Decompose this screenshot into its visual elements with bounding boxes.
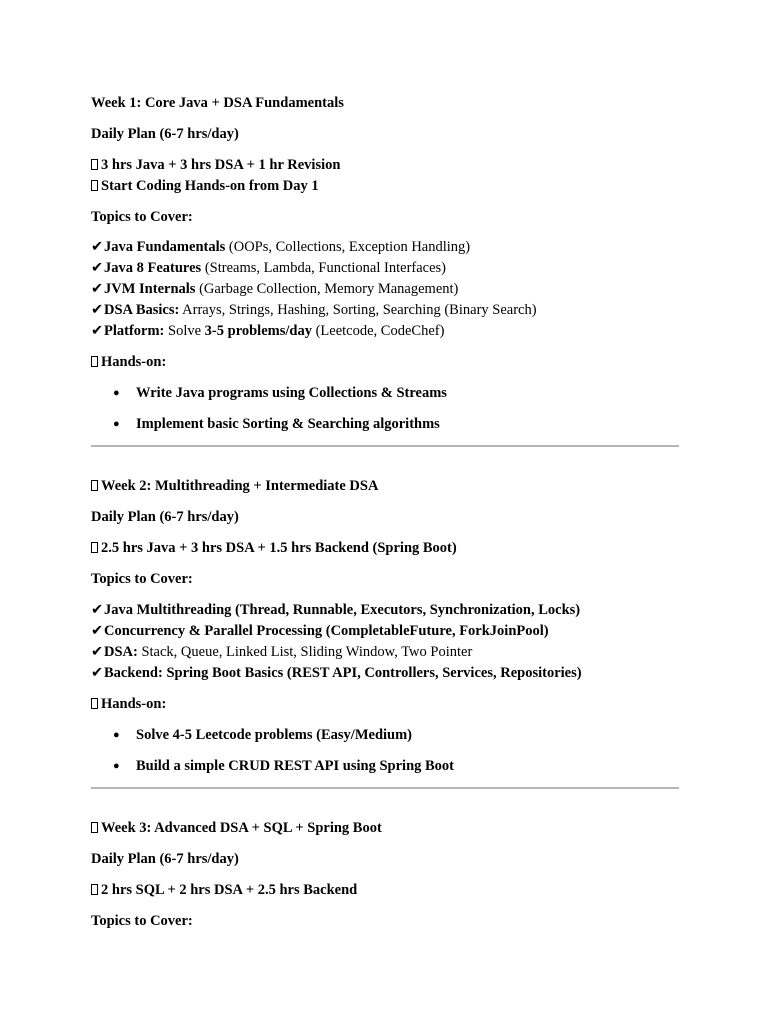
checkmark-icon: ✔	[91, 665, 104, 681]
week2-topic-multithreading: ✔Java Multithreading (Thread, Runnable, Executors, Synchronization, Locks)	[91, 602, 581, 618]
section-divider	[91, 445, 679, 447]
checkmark-icon: ✔	[91, 239, 104, 255]
checkmark-icon: ✔	[91, 281, 104, 297]
checkmark-icon: ✔	[91, 302, 104, 318]
week2-title: Week 2: Multithreading + Intermediate DSA	[91, 477, 378, 495]
week1-topic-platform: ✔Platform: Solve 3-5 problems/day (Leetcode, CodeChef)	[91, 323, 445, 339]
week3-title: Week 3: Advanced DSA + SQL + Spring Boot	[91, 819, 382, 837]
missing-glyph-icon	[91, 698, 98, 709]
checkmark-icon: ✔	[91, 323, 104, 339]
missing-glyph-icon	[91, 356, 98, 367]
missing-glyph-icon	[91, 480, 98, 491]
week3-daily-plan: Daily Plan (6-7 hrs/day)	[91, 851, 239, 867]
week1-handson-heading: Hands-on:	[91, 353, 166, 371]
week1-topic-jvm: ✔JVM Internals (Garbage Collection, Memory Management)	[91, 281, 459, 297]
week1-topics-heading: Topics to Cover:	[91, 209, 193, 225]
week2-plan-line: 2.5 hrs Java + 3 hrs DSA + 1.5 hrs Backend (Spring Boot)	[91, 539, 457, 557]
checkmark-icon: ✔	[91, 602, 104, 618]
missing-glyph-icon	[91, 159, 98, 170]
week1-plan-line-2: Start Coding Hands-on from Day 1	[91, 177, 319, 195]
section-divider	[91, 787, 679, 789]
week2-topic-concurrency: ✔Concurrency & Parallel Processing (CompletableFuture, ForkJoinPool)	[91, 623, 549, 639]
week2-daily-plan: Daily Plan (6-7 hrs/day)	[91, 509, 239, 525]
checkmark-icon: ✔	[91, 623, 104, 639]
bullet-icon: ●	[113, 729, 120, 741]
missing-glyph-icon	[91, 822, 98, 833]
week2-topics-heading: Topics to Cover:	[91, 571, 193, 587]
missing-glyph-icon	[91, 884, 98, 895]
checkmark-icon: ✔	[91, 644, 104, 660]
checkmark-icon: ✔	[91, 260, 104, 276]
week2-topic-dsa: ✔DSA: Stack, Queue, Linked List, Sliding Window, Two Pointer	[91, 644, 473, 660]
week3-topics-heading: Topics to Cover:	[91, 913, 193, 929]
week1-topic-java8: ✔Java 8 Features (Streams, Lambda, Functional Interfaces)	[91, 260, 447, 276]
week1-plan-line-1: 3 hrs Java + 3 hrs DSA + 1 hr Revision	[91, 156, 340, 174]
week1-daily-plan: Daily Plan (6-7 hrs/day)	[91, 126, 239, 142]
week2-handson-heading: Hands-on:	[91, 695, 166, 713]
week1-topic-java-fundamentals: ✔Java Fundamentals (OOPs, Collections, Exception Handling)	[91, 239, 471, 255]
bullet-icon: ●	[113, 418, 120, 430]
missing-glyph-icon	[91, 542, 98, 553]
week1-topic-dsa-basics: ✔DSA Basics: Arrays, Strings, Hashing, Sorting, Searching (Binary Search)	[91, 302, 537, 318]
bullet-icon: ●	[113, 387, 120, 399]
week3-plan-line: 2 hrs SQL + 2 hrs DSA + 2.5 hrs Backend	[91, 881, 357, 899]
week2-topic-backend: ✔Backend: Spring Boot Basics (REST API, Controllers, Services, Repositories)	[91, 665, 582, 681]
missing-glyph-icon	[91, 180, 98, 191]
bullet-icon: ●	[113, 760, 120, 772]
week1-title: Week 1: Core Java + DSA Fundamentals	[91, 95, 344, 111]
